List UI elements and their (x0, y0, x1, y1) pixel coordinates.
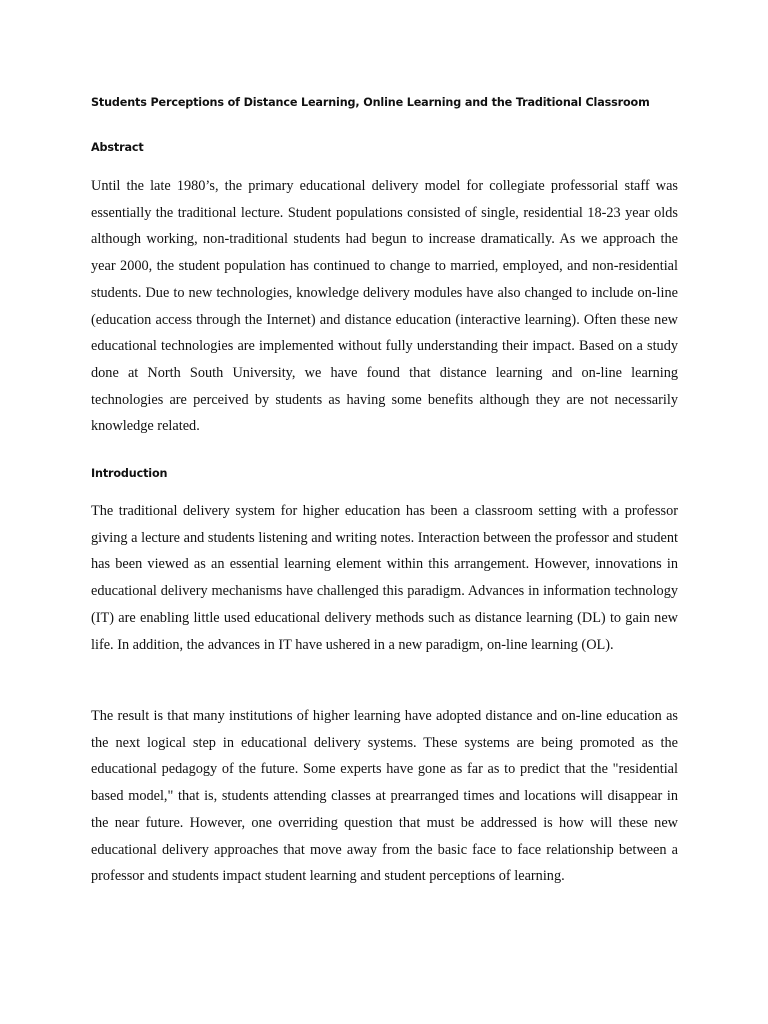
section-heading-introduction: Introduction (91, 467, 168, 480)
section-heading-abstract: Abstract (91, 141, 144, 154)
document-title: Students Perceptions of Distance Learning, Online Learning and the Traditional Classroom (91, 96, 650, 109)
introduction-paragraph-1: The traditional delivery system for higher education has been a classroom setting with a professor giving a lecture and students listening and writing notes. Interaction between the professor and student has been viewed as an essential learning element within this arrangement. However, innovations in educational delivery mechanisms have challenged this paradigm. Advances in information technology (IT) are enabling little used educational delivery methods such as distance learning (DL) to gain new life. In addition, the advances in IT have ushered in a new paradigm, on-line learning (OL). (91, 503, 678, 653)
abstract-paragraph: Until the late 1980’s, the primary educational delivery model for collegiate professorial staff was essentially the traditional lecture. Student populations consisted of single, residential 18-23 year olds although working, non-traditional students had begun to increase dramatically. As we approach the year 2000, the student population has continued to change to married, employed, and non-residential students. Due to new technologies, knowledge delivery modules have also changed to include on-line (education access through the Internet) and distance education (interactive learning). Often these new educational technologies are implemented without fully understanding their impact. Based on a study done at North South University, we have found that distance learning and on-line learning technologies are perceived by students as having some benefits although they are not necessarily knowledge related. (91, 178, 678, 435)
introduction-paragraph-2: The result is that many institutions of higher learning have adopted distance and on-line education as the next logical step in educational delivery systems. These systems are being promoted as the educational pedagogy of the future. Some experts have gone as far as to predict that the "residential based model," that is, students attending classes at prearranged times and locations will disappear in the near future. However, one overriding question that must be addressed is how will these new educational delivery approaches that move away from the basic face to face relationship between a professor and students impact student learning and student perceptions of learning. (91, 708, 678, 885)
